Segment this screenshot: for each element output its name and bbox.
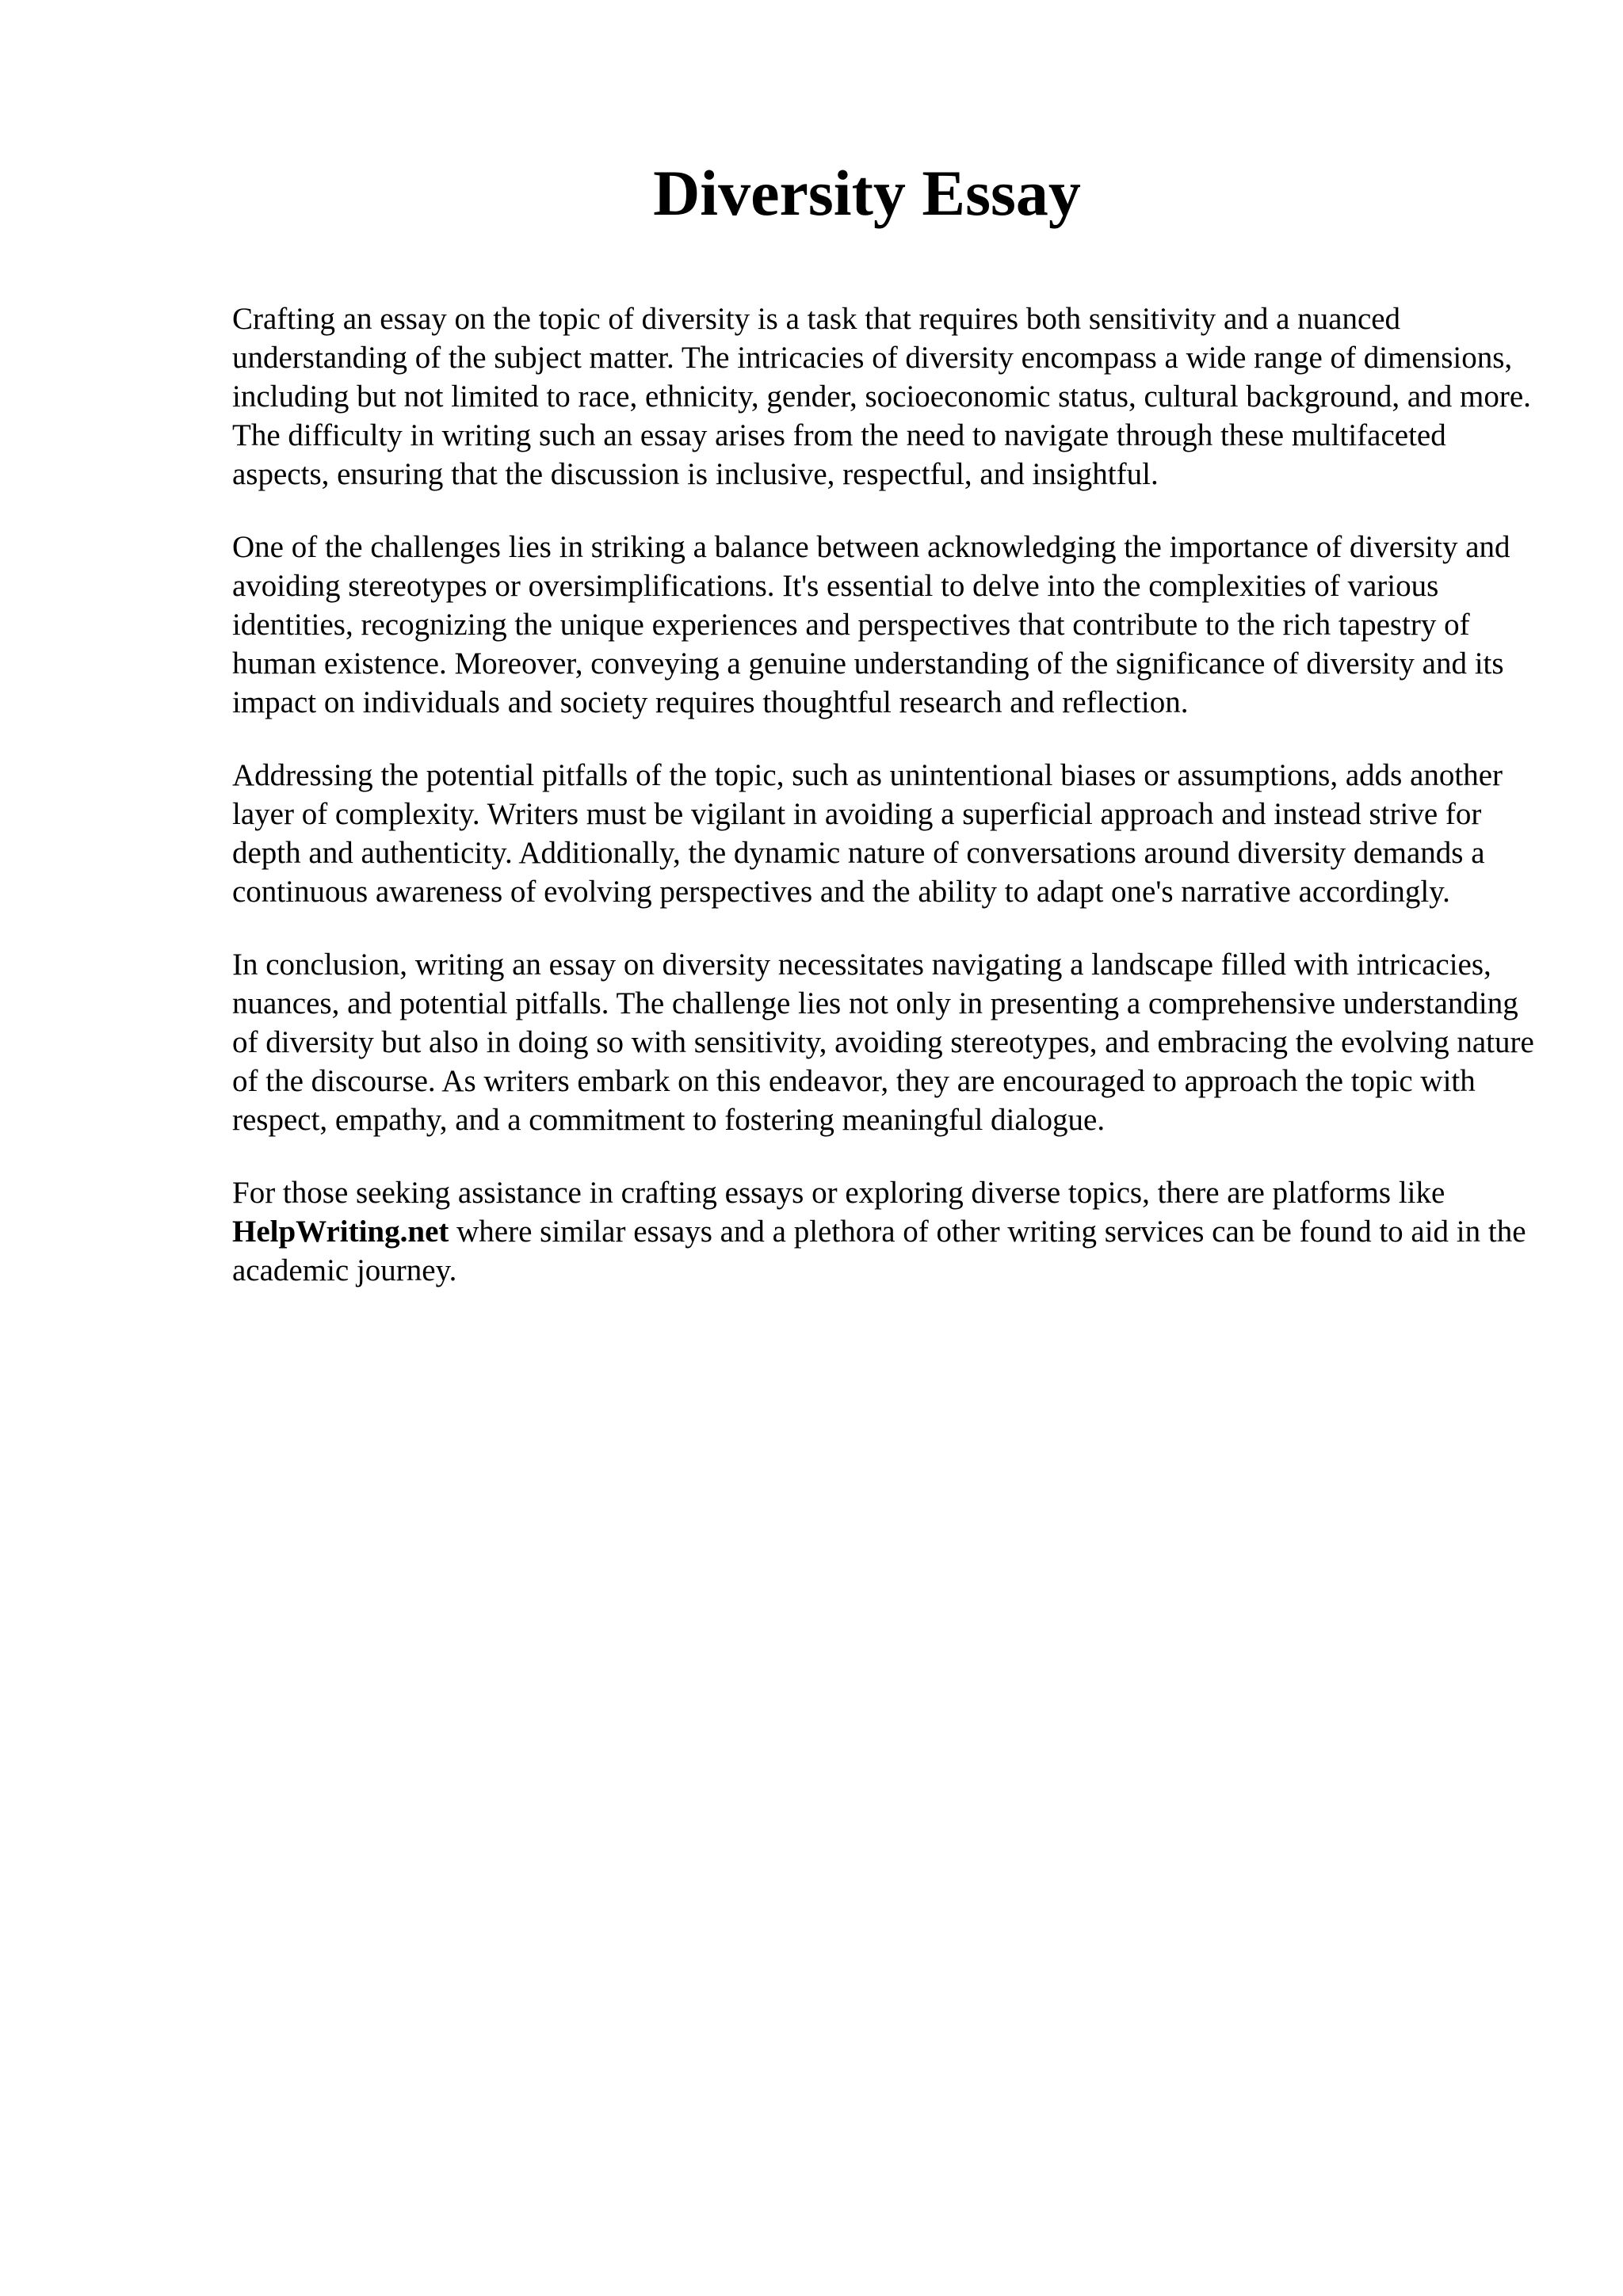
closing-text-before: For those seeking assistance in crafting essays or exploring diverse topics, there are platforms like [232,1176,1445,1210]
closing-text-after: where similar essays and a plethora of other writing services can be found to aid in the academic journey. [232,1215,1526,1287]
paragraph-1: Crafting an essay on the topic of diversity is a task that requires both sensitivity and a nuanced understanding of the subject matter. The intricacies of diversity encompass a wide range of dimensions, including but not limited to race, ethnicity, gender, socioeconomic status, cultural background, and more. The difficulty in writing such an essay arises from the need to navigate through these multifaceted aspects, ensuring that the discussion is inclusive, respectful, and insightful. [232,302,1531,491]
document-title: Diversity Essay [653,157,1081,229]
document-body [232,299,1548,1324]
paragraph-4: In conclusion, writing an essay on diversity necessitates navigating a landscape filled with intricacies, nuances, and potential pitfalls. The challenge lies not only in presenting a comprehensive understanding of diversity but also in doing so with sensitivity, avoiding stereotypes, and embracing the evolving nature of the discourse. As writers embark on this endeavor, they are encouraged to approach the topic with respect, empathy, and a commitment to fostering meaningful dialogue. [232,948,1534,1137]
brand-name: HelpWriting.net [232,1215,449,1249]
paragraph-2: One of the challenges lies in striking a balance between acknowledging the importance of diversity and avoiding stereotypes or oversimplifications. It's essential to delve into the complexities of various identities, recognizing the unique experiences and perspectives that contribute to the rich tapestry of human existence. Moreover, conveying a genuine understanding of the significance of diversity and its impact on individuals and society requires thoughtful research and reflection. [232,530,1510,719]
paragraph-closing [232,1173,1548,1290]
paragraph-3: Addressing the potential pitfalls of the topic, such as unintentional biases or assumptions, adds another layer of complexity. Writers must be vigilant in avoiding a superficial approach and instead strive for depth and authenticity. Additionally, the dynamic nature of conversations around diversity demands a continuous awareness of evolving perspectives and the ability to adapt one's narrative accordingly. [232,758,1503,909]
